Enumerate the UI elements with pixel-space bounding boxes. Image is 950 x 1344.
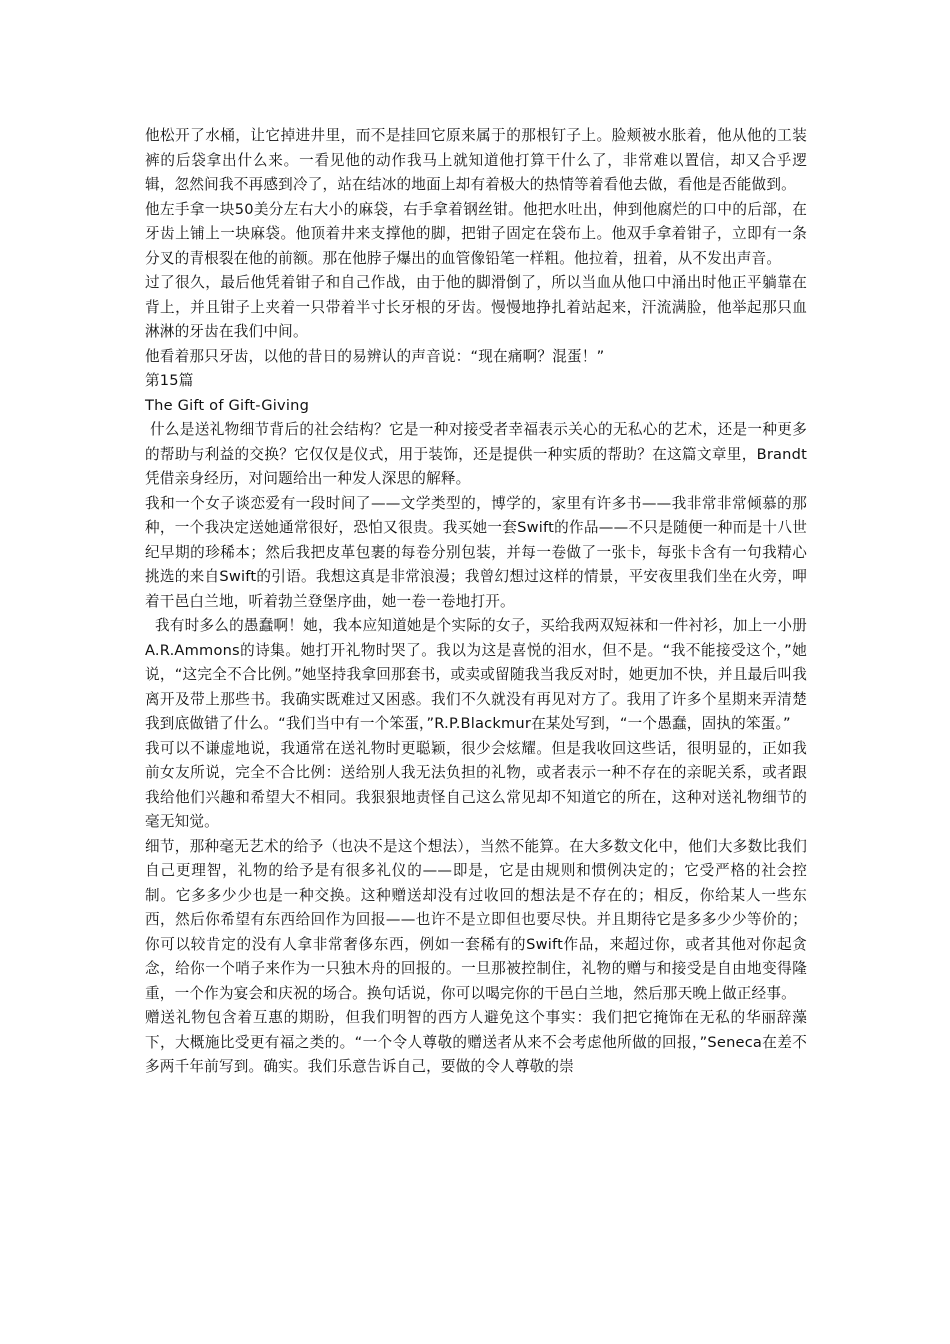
paragraph: 我可以不谦虚地说，我通常在送礼物时更聪颖，很少会炫耀。但是我收回这些话，很明显的，正如我前女友所说，完全不合比例：送给别人我无法负担的礼物，或者表示一种不存在的亲昵关系，或者跟我给他们兴趣和希望大不相同。我狠狠地责怪自己这么常见却不知道它的所在，这种对送礼物细节的毫无知觉。 <box>145 739 807 830</box>
chapter-number: 第15篇 <box>145 372 194 389</box>
paragraph: 他看着那只牙齿，以他的昔日的易辨认的声音说：“现在痛啊？混蛋！” <box>145 347 605 365</box>
paragraph: 赠送礼物包含着互惠的期盼，但我们明智的西方人避免这个事实：我们把它掩饰在无私的华丽辞藻下，大概施比受更有福之类的。“一个令人尊敬的赠送者从来不会考虑他所做的回报，”Seneca在差不多两千年前写到。确实。我们乐意告诉自己，要做的令人尊敬的崇 <box>145 1009 807 1075</box>
chapter-title: The Gift of Gift-Giving <box>145 396 310 414</box>
paragraph: 我和一个女子谈恋爱有一段时间了——文学类型的，博学的，家里有许多书——我非常非常倾慕的那种，一个我决定送她通常很好，恐怕又很贵。我买她一套Swift的作品——不只是随便一种而是十八世纪早期的珍稀本；然后我把皮革包裹的每卷分别包装，并每一卷做了一张卡，每张卡含有一句我精心挑选的来自Swift的引语。我想这真是非常浪漫；我曾幻想过这样的情景，平安夜里我们坐在火旁，呷着干邑白兰地，听着勃兰登堡序曲，她一卷一卷地打开。 <box>145 494 807 610</box>
paragraph: 他左手拿一块50美分左右大小的麻袋，右手拿着钢丝钳。他把水吐出，伸到他腐烂的口中的后部，在牙齿上铺上一块麻袋。他顶着井来支撑他的脚，把钳子固定在袋布上。他双手拿着钳子，立即有一条分叉的青根裂在他的前额。那在他脖子爆出的血管像铅笔一样粗。他拉着，扭着，从不发出声音。 <box>145 200 807 267</box>
paragraph: 他松开了水桶，让它掉进井里，而不是挂回它原来属于的那根钉子上。脸颊被水胀着，他从他的工装裤的后袋拿出什么来。一看见他的动作我马上就知道他打算干什么了，非常难以置信，却又合乎逻辑，忽然间我不再感到冷了，站在结冰的地面上却有着极大的热情等着看他去做，看他是否能做到。 <box>145 127 807 193</box>
paragraph: 我有时多么的愚蠢啊！她，我本应知道她是个实际的女子，买给我两双短袜和一件衬衫，加上一小册A.R.Ammons的诗集。她打开礼物时哭了。我以为这是喜悦的泪水，但不是。“我不能接受这个，”她说，“这完全不合比例。”她坚持我拿回那套书，或卖或留随我当我反对时，她更加不快，并且最后叫我离开及带上那些书。我确实既难过又困惑。我们不久就没有再见对方了。我用了许多个星期来弄清楚我到底做错了什么。“我们当中有一个笨蛋，”R.P.Blackmur在某处写到，“一个愚蠢，固执的笨蛋。” <box>145 617 807 732</box>
paragraph: 细节，那种毫无艺术的给予（也决不是这个想法），当然不能算。在大多数文化中，他们大多数比我们自己更理智，礼物的给予是有很多礼仪的——即是，它是由规则和惯例决定的；它受严格的社会控制。它多多少少也是一种交换。这种赠送却没有过收回的想法是不存在的；相反，你给某人一些东西，然后你希望有东西给回作为回报——也许不是立即但也要尽快。并且期待它是多多少少等价的；你可以较肯定的没有人拿非常奢侈东西，例如一套稀有的Swift作品，来超过你，或者其他对你起贪念，给你一个哨子来作为一只独木舟的回报的。一旦那被控制住，礼物的赠与和接受是自由地变得隆重，一个作为宴会和庆祝的场合。换句话说，你可以喝完你的干邑白兰地，然后那天晚上做正经事。 <box>145 837 807 1002</box>
paragraph-introduction: 什么是送礼物细节背后的社会结构？它是一种对接受者幸福表示关心的无私心的艺术，还是一种更多的帮助与利益的交换？它仅仅是仪式，用于装饰，还是提供一种实质的帮助？在这篇文章里，Brandt凭借亲身经历，对问题给出一种发人深思的解释。 <box>145 421 807 487</box>
document-body <box>145 124 807 1080</box>
paragraph: 过了很久，最后他凭着钳子和自己作战，由于他的脚滑倒了，所以当血从他口中涌出时他正平躺靠在背上，并且钳子上夹着一只带着半寸长牙根的牙齿。慢慢地挣扎着站起来，汗流满脸，他举起那只血淋淋的牙齿在我们中间。 <box>145 274 807 340</box>
